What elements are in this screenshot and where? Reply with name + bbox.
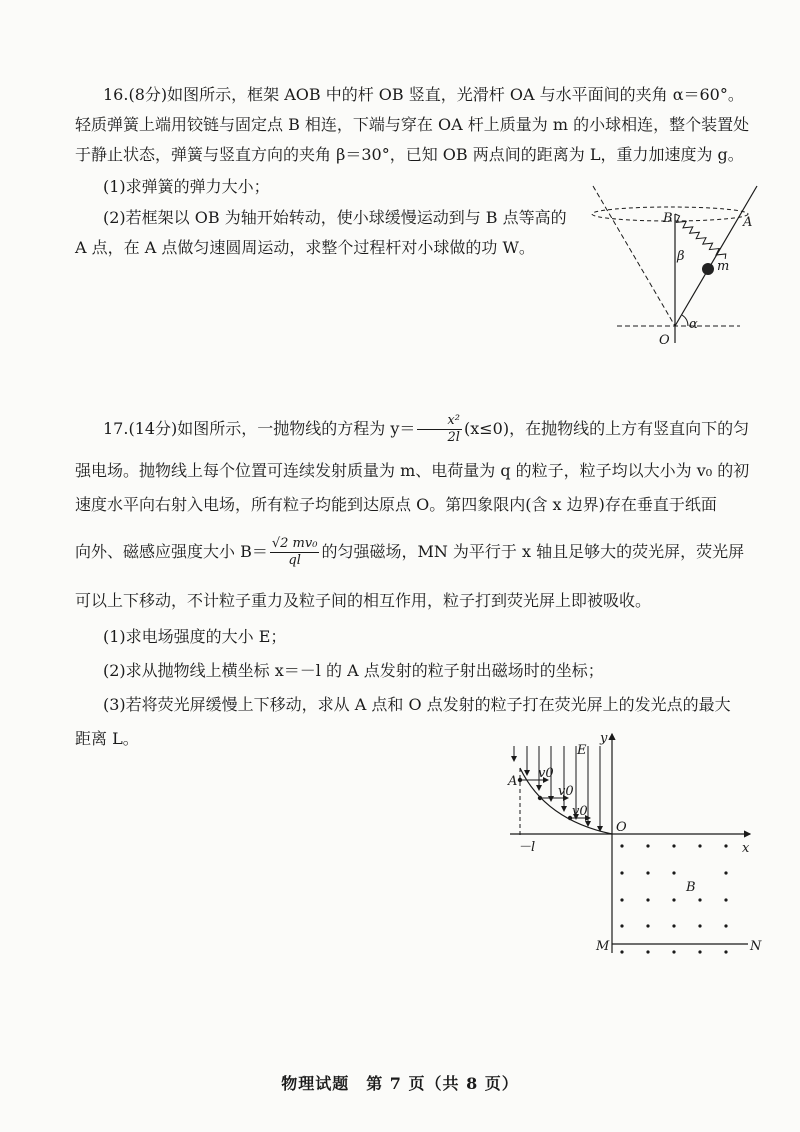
label-m: m xyxy=(717,259,730,274)
label-x: x xyxy=(742,841,750,856)
eq-b-fraction xyxy=(270,536,320,569)
q17-line2: 强电场。抛物线上每个位置可连续发射质量为 m、电荷量为 q 的粒子，粒子均以大小为 v₀ 的初 xyxy=(75,461,750,480)
label-b: B xyxy=(686,880,696,895)
label-e: E xyxy=(577,743,587,758)
q17-part3b: 距离 L。 xyxy=(75,729,139,748)
q17-line1-pre: 17.(14分)如图所示，一抛物线的方程为 y＝ xyxy=(103,419,416,438)
alpha-arc xyxy=(682,315,688,326)
eq1-numerator: x² xyxy=(417,413,462,430)
label-v0-3: v0 xyxy=(572,804,588,819)
label-a: A xyxy=(743,215,753,230)
eq2-numerator: √2 mv₀ xyxy=(271,536,318,551)
q16-figure xyxy=(585,178,765,353)
eq-parabola-fraction xyxy=(417,413,462,446)
label-o: O xyxy=(616,820,627,835)
q17-line5: 可以上下移动，不计粒子重力及粒子间的相互作用，粒子打到荧光屏上即被吸收。 xyxy=(75,591,652,610)
q16-line1: 16.(8分)如图所示，框架 AOB 中的杆 OB 竖直，光滑杆 OA 与水平面间的夹角 α＝60°。 xyxy=(103,85,744,104)
label-o: O xyxy=(659,333,670,348)
q17-figure xyxy=(500,728,760,963)
b-field-dots xyxy=(620,844,727,953)
q17-line4-pre: 向外、磁感应强度大小 B＝ xyxy=(75,542,268,561)
q17-line1-post: (x≤0)，在抛物线的上方有竖直向下的匀 xyxy=(463,419,750,438)
q17-line4-post: 的匀强磁场，MN 为平行于 x 轴且足够大的荧光屏，荧光屏 xyxy=(321,542,745,561)
parabola xyxy=(520,768,612,834)
label-v0-2: v0 xyxy=(558,784,574,799)
label-y: y xyxy=(600,731,608,746)
q16-line3: 于静止状态，弹簧与竖直方向的夹角 β＝30°，已知 OB 两点间的距离为 L，重力加速度为 g。 xyxy=(75,145,744,164)
q16-part2a: (2)若框架以 OB 为轴开始转动，使小球缓慢运动到与 B 点等高的 xyxy=(103,208,567,227)
q16-part2b: A 点，在 A 点做匀速圆周运动，求整个过程杆对小球做的功 W。 xyxy=(75,238,535,257)
q16-part1: (1)求弹簧的弹力大小； xyxy=(103,177,270,196)
q17-part1: (1)求电场强度的大小 E； xyxy=(103,627,287,646)
page-footer: 物理试题 第 7 页（共 8 页） xyxy=(281,1074,519,1093)
label-alpha: α xyxy=(689,317,698,332)
q17-line3: 速度水平向右射入电场，所有粒子均能到达原点 O。第四象限内(含 x 边界)存在垂直于纸面 xyxy=(75,495,717,514)
label-neg-l: －l xyxy=(518,840,536,855)
q17-part3a: (3)若将荧光屏缓慢上下移动，求从 A 点和 O 点发射的粒子打在荧光屏上的发光点的最大 xyxy=(103,695,731,714)
q17-part2: (2)求从抛物线上横坐标 x＝－l 的 A 点发射的粒子射出磁场时的坐标； xyxy=(103,661,604,680)
eq1-denominator: 2l xyxy=(447,430,460,445)
ball xyxy=(702,263,714,275)
q17-line4 xyxy=(75,536,775,569)
eq2-denominator: ql xyxy=(288,553,301,568)
label-n: N xyxy=(750,939,762,954)
q16-line2: 轻质弹簧上端用铰链与固定点 B 相连，下端与穿在 OA 杆上质量为 m 的小球相连，整个装置处 xyxy=(75,115,750,134)
label-m: M xyxy=(596,939,610,954)
q17-line1 xyxy=(75,413,775,446)
label-a: A xyxy=(508,774,518,789)
label-beta: β xyxy=(677,249,685,264)
label-b: B xyxy=(663,211,673,226)
cone-left-line xyxy=(593,186,675,326)
label-v0-1: v0 xyxy=(538,766,554,781)
